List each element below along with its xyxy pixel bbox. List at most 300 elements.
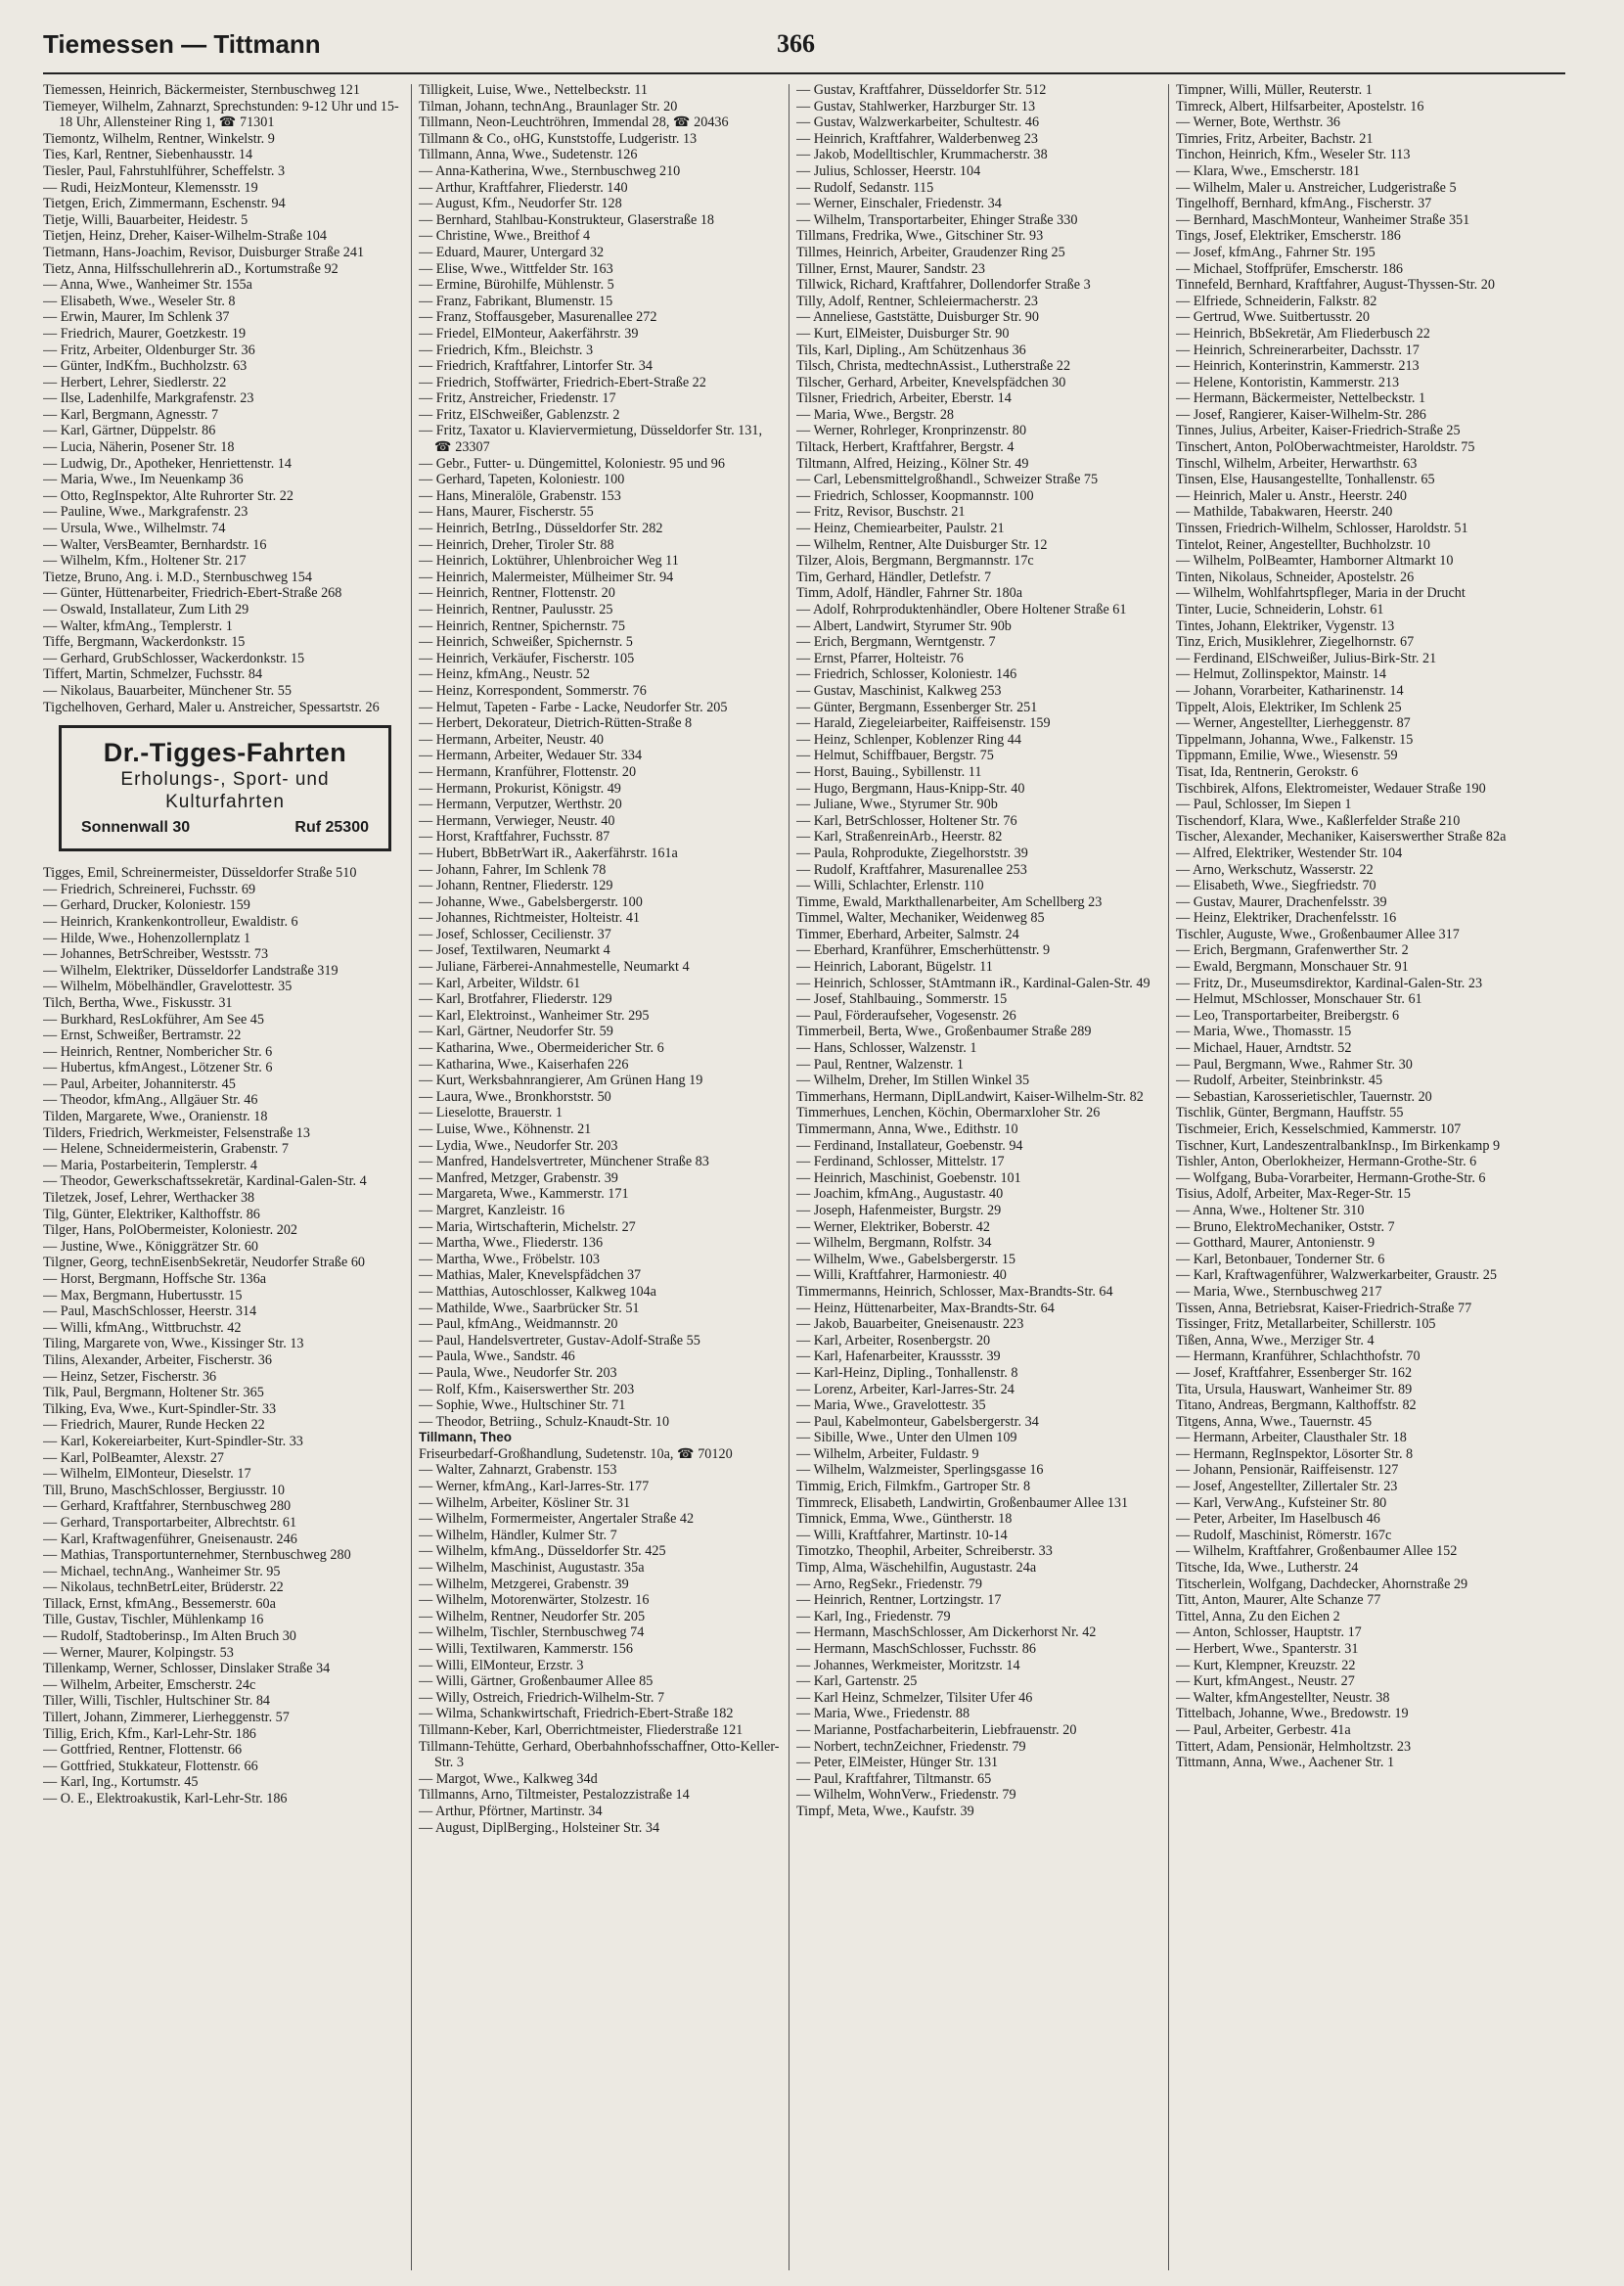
directory-entry: — Heinrich, Verkäufer, Fischerstr. 105 — [419, 650, 635, 666]
directory-entry: — Fritz, Anstreicher, Friedenstr. 17 — [419, 390, 616, 407]
directory-entry: — Karl, Kokereiarbeiter, Kurt-Spindler-Str. 33 — [43, 1433, 303, 1449]
directory-entry: — Fritz, Taxator u. Klaviervermietung, Düsseldorfer Str. 131, ☎ 23307 — [419, 423, 762, 456]
directory-entry: — Karl, Kraftwagenführer, Gneisenaustr. 246 — [43, 1531, 297, 1547]
ad-address: Sonnenwall 30 — [81, 819, 191, 837]
directory-entry: — Josef, Stahlbauing., Sommerstr. 15 — [796, 991, 1008, 1008]
directory-entry: — Klara, Wwe., Emscherstr. 181 — [1176, 162, 1361, 179]
directory-entry: — Paul, Rentner, Walzenstr. 1 — [796, 1056, 965, 1073]
directory-entry: — Helene, Schneidermeisterin, Grabenstr. 7 — [43, 1141, 289, 1158]
directory-entry: Timp, Alma, Wäschehilfin, Augustastr. 24a — [796, 1560, 1037, 1577]
page-number: 366 — [777, 29, 815, 58]
directory-entry: — Norbert, technZeichner, Friedenstr. 79 — [796, 1738, 1026, 1755]
directory-entry: Tilking, Eva, Wwe., Kurt-Spindler-Str. 33 — [43, 1400, 277, 1417]
directory-entry: Tillner, Ernst, Maurer, Sandstr. 23 — [796, 260, 986, 277]
directory-entry: — Max, Bergmann, Hubertusstr. 15 — [43, 1287, 243, 1303]
directory-entry: — Elfriede, Schneiderin, Falkstr. 82 — [1176, 293, 1377, 309]
directory-entry: — Friedrich, Schlosser, Koopmannstr. 100 — [796, 487, 1034, 504]
directory-entry: — Friedrich, Stoffwärter, Friedrich-Ebert-Straße 22 — [419, 374, 706, 390]
directory-entry: — Friedrich, Kfm., Bleichstr. 3 — [419, 342, 594, 358]
directory-entry: Tietje, Willi, Bauarbeiter, Heidestr. 5 — [43, 211, 248, 228]
directory-entry: Titscherlein, Wolfgang, Dachdecker, Ahornstraße 29 — [1176, 1576, 1468, 1592]
directory-entry: — Margareta, Wwe., Kammerstr. 171 — [419, 1186, 629, 1203]
directory-entry: Tilly, Adolf, Rentner, Schleiermacherstr. 23 — [796, 293, 1039, 309]
directory-entry: — Maria, Wwe., Im Neuenkamp 36 — [43, 472, 244, 488]
directory-entry: Tiletzek, Josef, Lehrer, Werthacker 38 — [43, 1190, 255, 1207]
directory-entry: Tishler, Anton, Oberlokheizer, Hermann-Grothe-Str. 6 — [1176, 1154, 1477, 1170]
directory-entry: — Heinrich, Rentner, Lortzingstr. 17 — [796, 1592, 1002, 1609]
directory-entry: — Karl, BetrSchlosser, Holtener Str. 76 — [796, 812, 1017, 829]
directory-entry: — Elisabeth, Wwe., Siegfriedstr. 70 — [1176, 878, 1376, 894]
directory-entry: — Gottfried, Rentner, Flottenstr. 66 — [43, 1742, 243, 1759]
directory-entry: — Hermann, Kranführer, Schlachthofstr. 70 — [1176, 1349, 1421, 1365]
directory-entry: — Werner, Maurer, Kolpingstr. 53 — [43, 1644, 234, 1661]
directory-entry: — Wilhelm, Kfm., Holtener Str. 217 — [43, 553, 247, 570]
directory-entry: — Peter, Arbeiter, Im Haselbusch 46 — [1176, 1511, 1380, 1528]
directory-entry: — Heinz, Chemiearbeiter, Paulstr. 21 — [796, 521, 1005, 537]
directory-entry: Tinnes, Julius, Arbeiter, Kaiser-Friedrich-Straße 25 — [1176, 423, 1461, 439]
directory-entry: — Heinrich, Maschinist, Goebenstr. 101 — [796, 1169, 1021, 1186]
directory-entry: Tillmans, Fredrika, Wwe., Gitschiner Str. 93 — [796, 228, 1044, 245]
directory-entry: — Gottfried, Stukkateur, Flottenstr. 66 — [43, 1758, 258, 1774]
directory-entry: — Theodor, kfmAng., Allgäuer Str. 46 — [43, 1092, 258, 1109]
directory-entry: — Julius, Schlosser, Heerstr. 104 — [796, 162, 981, 179]
directory-entry: — Karl, Gartenstr. 25 — [796, 1673, 918, 1690]
directory-entry: — Hermann, Arbeiter, Wedauer Str. 334 — [419, 748, 643, 764]
directory-entry: Titt, Anton, Maurer, Alte Schanze 77 — [1176, 1592, 1381, 1609]
directory-entry: — Heinz, Setzer, Fischerstr. 36 — [43, 1368, 217, 1385]
directory-entry: — Arno, Werkschutz, Wasserstr. 22 — [1176, 861, 1374, 878]
directory-entry: — Heinz, Elektriker, Drachenfelsstr. 16 — [1176, 910, 1397, 927]
directory-entry: — Rudolf, Arbeiter, Steinbrinkstr. 45 — [1176, 1073, 1383, 1089]
directory-entry: — Wilhelm, Arbeiter, Emscherstr. 24c — [43, 1676, 256, 1693]
directory-entry: — Willi, Schlachter, Erlenstr. 110 — [796, 878, 984, 894]
directory-entry: — Willy, Ostreich, Friedrich-Wilhelm-Str. 7 — [419, 1689, 665, 1706]
column-4 — [1176, 82, 1567, 2270]
directory-entry: — Karl, Brotfahrer, Fliederstr. 129 — [419, 991, 612, 1008]
directory-entry: — O. E., Elektroakustik, Karl-Lehr-Str. 186 — [43, 1791, 288, 1806]
directory-entry: — Paul, Schlosser, Im Siepen 1 — [1176, 797, 1352, 813]
directory-entry: Tisius, Adolf, Arbeiter, Max-Reger-Str. 15 — [1176, 1186, 1411, 1203]
directory-entry: — Walter, VersBeamter, Bernhardstr. 16 — [43, 536, 267, 553]
directory-entry: — Wilhelm, Metzgerei, Grabenstr. 39 — [419, 1576, 629, 1592]
directory-entry: — Heinrich, Schreinerarbeiter, Dachsstr. 17 — [1176, 342, 1420, 358]
directory-entry: — Heinrich, Rentner, Spichernstr. 75 — [419, 617, 626, 634]
directory-entry: — Nikolaus, technBetrLeiter, Brüderstr. 22 — [43, 1579, 284, 1596]
directory-entry: — Ferdinand, Installateur, Goebenstr. 94 — [796, 1137, 1023, 1154]
directory-entry: — Josef, Textilwaren, Neumarkt 4 — [419, 942, 610, 959]
directory-entry: Titgens, Anna, Wwe., Tauernstr. 45 — [1176, 1413, 1373, 1430]
directory-entry: — Hans, Mineralöle, Grabenstr. 153 — [419, 487, 621, 504]
directory-entry: Tilden, Margarete, Wwe., Oranienstr. 18 — [43, 1109, 268, 1125]
directory-entry: Tietze, Bruno, Ang. i. M.D., Sternbuschweg 154 — [43, 569, 312, 585]
directory-entry: — Josef, kfmAng., Fahrner Str. 195 — [1176, 244, 1376, 260]
directory-entry: Ties, Karl, Rentner, Siebenhausstr. 14 — [43, 147, 253, 163]
directory-entry: — Wolfgang, Buba-Vorarbeiter, Hermann-Grothe-Str. 6 — [1176, 1169, 1486, 1186]
directory-entry: — Wilhelm, Wwe., Gabelsbergerstr. 15 — [796, 1251, 1016, 1267]
directory-entry: — Heinrich, Rentner, Paulusstr. 25 — [419, 602, 613, 617]
directory-entry: — Friedrich, Maurer, Goetzkestr. 19 — [43, 325, 247, 342]
directory-entry: — Franz, Fabrikant, Blumenstr. 15 — [419, 293, 613, 309]
directory-entry: — Helmut, Zollinspektor, Mainstr. 14 — [1176, 666, 1386, 683]
directory-entry: Timmermanns, Heinrich, Schlosser, Max-Brandts-Str. 64 — [796, 1283, 1113, 1300]
directory-entry: — Hermann, Verputzer, Werthstr. 20 — [419, 797, 622, 813]
directory-entry: Timpner, Willi, Müller, Reuterstr. 1 — [1176, 82, 1373, 98]
directory-entry: — Wilhelm, Bergmann, Rolfstr. 34 — [796, 1235, 992, 1252]
directory-entry: — Willi, ElMonteur, Erzstr. 3 — [419, 1657, 584, 1673]
directory-entry: — Karl, PolBeamter, Alexstr. 27 — [43, 1449, 225, 1466]
directory-entry: — Hubertus, kfmAngest., Lötzener Str. 6 — [43, 1060, 273, 1076]
directory-entry: — Peter, ElMeister, Hünger Str. 131 — [796, 1755, 999, 1771]
directory-entry: — Heinrich, BetrIng., Düsseldorfer Str. 282 — [419, 521, 663, 537]
directory-entry: Tilch, Bertha, Wwe., Fiskusstr. 31 — [43, 994, 233, 1011]
directory-entry: — Herbert, Wwe., Spanterstr. 31 — [1176, 1641, 1359, 1657]
directory-entry: Tillmann & Co., oHG, Kunststoffe, Ludgeristr. 13 — [419, 130, 698, 147]
directory-entry: — Karl, Arbeiter, Rosenbergstr. 20 — [796, 1332, 991, 1349]
directory-entry: Timmel, Walter, Mechaniker, Weidenweg 85 — [796, 910, 1045, 927]
directory-entry: Till, Bruno, MaschSchlosser, Bergiusstr. 10 — [43, 1482, 285, 1498]
directory-entry: — Jakob, Modelltischler, Krummacherstr. 38 — [796, 147, 1048, 163]
directory-entry: — Friedrich, Schreinerei, Fuchsstr. 69 — [43, 881, 256, 897]
directory-entry: — Arno, RegSekr., Friedenstr. 79 — [796, 1576, 982, 1592]
directory-entry: — Joachim, kfmAng., Augustastr. 40 — [796, 1186, 1004, 1203]
directory-entry: Tischlik, Günter, Bergmann, Hauffstr. 55 — [1176, 1105, 1404, 1121]
directory-entry: — Theodor, Gewerkschaftssekretär, Kardinal-Galen-Str. 4 — [43, 1173, 367, 1190]
directory-entry: — Ilse, Ladenhilfe, Markgrafenstr. 23 — [43, 390, 254, 407]
directory-entry: — Anna-Katherina, Wwe., Sternbuschweg 210 — [419, 162, 681, 179]
directory-entry: — Gerhard, Tapeten, Koloniestr. 100 — [419, 472, 625, 488]
directory-entry: — Maria, Wirtschafterin, Michelstr. 27 — [419, 1218, 636, 1235]
directory-entry: — Werner, Elektriker, Boberstr. 42 — [796, 1218, 990, 1235]
directory-entry: — Rolf, Kfm., Kaiserswerther Str. 203 — [419, 1381, 635, 1397]
directory-entry: Timotzko, Theophil, Arbeiter, Schreiberstr. 33 — [796, 1543, 1053, 1560]
directory-entry: — Wilma, Schankwirtschaft, Friedrich-Ebert-Straße 182 — [419, 1706, 734, 1722]
ad-line-1: Erholungs-, Sport- und — [120, 769, 330, 791]
directory-entry: — Wilhelm, Wohlfahrtspfleger, Maria in der Drucht — [1176, 585, 1466, 602]
directory-entry: — Heinz, Hüttenarbeiter, Max-Brandts-Str. 64 — [796, 1300, 1055, 1316]
directory-entry: — Werner, Angestellter, Lierheggenstr. 87 — [1176, 715, 1411, 732]
directory-entry: — Willi, Kraftfahrer, Harmoniestr. 40 — [796, 1267, 1007, 1284]
directory-entry: Tiltmann, Alfred, Heizing., Kölner Str. 49 — [796, 455, 1029, 472]
directory-entry: Tiemessen, Heinrich, Bäckermeister, Sternbuschweg 121 — [43, 82, 360, 98]
directory-entry: — Paul, Kabelmonteur, Gabelsbergerstr. 34 — [796, 1413, 1039, 1430]
directory-entry: — Bernhard, MaschMonteur, Wanheimer Straße 351 — [1176, 211, 1470, 228]
directory-entry: — Wilhelm, ElMonteur, Dieselstr. 17 — [43, 1466, 251, 1483]
directory-entry: Tischendorf, Klara, Wwe., Kaßlerfelder Straße 210 — [1176, 812, 1461, 829]
directory-entry: — Gustav, Maurer, Drachenfelsstr. 39 — [1176, 893, 1387, 910]
directory-entry: — Ernst, Pfarrer, Holteistr. 76 — [796, 650, 964, 666]
directory-entry: — Wilhelm, Tischler, Sternbuschweg 74 — [419, 1624, 645, 1641]
directory-entry: — Hermann, Arbeiter, Clausthaler Str. 18 — [1176, 1430, 1407, 1446]
directory-entry: — Paul, MaschSchlosser, Heerstr. 314 — [43, 1303, 257, 1320]
directory-entry: Tilsner, Friedrich, Arbeiter, Eberstr. 14 — [796, 390, 1012, 407]
directory-entry: — Carl, Lebensmittelgroßhandl., Schweizer Straße 75 — [796, 472, 1099, 488]
directory-entry: Tillmes, Heinrich, Arbeiter, Graudenzer Ring 25 — [796, 244, 1065, 260]
directory-entry: Tilzer, Alois, Bergmann, Bergmannstr. 17c — [796, 553, 1034, 570]
column-divider — [411, 84, 412, 2270]
directory-entry: — Justine, Wwe., Königgrätzer Str. 60 — [43, 1238, 259, 1255]
directory-entry: Tiller, Willi, Tischler, Hultschiner Str. 84 — [43, 1693, 271, 1710]
ad-footer — [68, 813, 383, 837]
directory-entry: Tings, Josef, Elektriker, Emscherstr. 186 — [1176, 228, 1401, 245]
directory-entry: — Wilhelm, Formermeister, Angertaler Straße 42 — [419, 1511, 695, 1528]
directory-entry: Tinter, Lucie, Schneiderin, Lohstr. 61 — [1176, 602, 1384, 617]
directory-entry: — Wilhelm, Dreher, Im Stillen Winkel 35 — [796, 1073, 1030, 1089]
directory-entry: Tinsen, Else, Hausangestellte, Tonhallenstr. 65 — [1176, 472, 1435, 488]
directory-entry: — Michael, technAng., Wanheimer Str. 95 — [43, 1563, 281, 1579]
directory-entry: Tim, Gerhard, Händler, Detlefstr. 7 — [796, 569, 992, 585]
directory-entry: Tietjen, Heinz, Dreher, Kaiser-Wilhelm-Straße 104 — [43, 228, 327, 245]
directory-entry: Tischbirek, Alfons, Elektromeister, Wedauer Straße 190 — [1176, 780, 1486, 797]
directory-entry: Tittmann, Anna, Wwe., Aachener Str. 1 — [1176, 1755, 1395, 1771]
directory-entry: — Rudolf, Kraftfahrer, Masurenallee 253 — [796, 861, 1027, 878]
directory-entry: Tiling, Margarete von, Wwe., Kissinger Str. 13 — [43, 1336, 304, 1352]
column-3 — [796, 82, 1162, 2270]
directory-entry: — Johann, Fahrer, Im Schlenk 78 — [419, 861, 607, 878]
directory-entry: — Ferdinand, ElSchweißer, Julius-Birk-Str. 21 — [1176, 650, 1437, 666]
directory-entry: Tiffert, Martin, Schmelzer, Fuchsstr. 84 — [43, 666, 263, 683]
directory-entry: — Fritz, Revisor, Buschstr. 21 — [796, 504, 966, 521]
directory-entry: — Walter, kfmAng., Templerstr. 1 — [43, 617, 233, 634]
directory-entry: — Rudolf, Maschinist, Römerstr. 167c — [1176, 1527, 1392, 1543]
directory-entry: — Alfred, Elektriker, Westender Str. 104 — [1176, 845, 1403, 861]
directory-entry: Tilger, Hans, PolObermeister, Koloniestr. 202 — [43, 1222, 298, 1239]
directory-entry: Tilins, Alexander, Arbeiter, Fischerstr. 36 — [43, 1351, 272, 1368]
directory-entry: — Bernhard, Stahlbau-Konstrukteur, Glaserstraße 18 — [419, 211, 715, 228]
directory-entry: — Karl, Ing., Friedenstr. 79 — [796, 1608, 951, 1624]
directory-entry: — Friedrich, Schlosser, Koloniestr. 146 — [796, 666, 1017, 683]
directory-entry: — Walter, kfmAngestellter, Neustr. 38 — [1176, 1689, 1390, 1706]
directory-entry: — Helmut, MSchlosser, Monschauer Str. 61 — [1176, 991, 1422, 1008]
directory-entry: — Juliane, Wwe., Styrumer Str. 90b — [796, 797, 998, 813]
directory-entry: Tilligkeit, Luise, Wwe., Nettelbeckstr. 11 — [419, 82, 648, 98]
directory-entry: — Karl, Ing., Kortumstr. 45 — [43, 1774, 199, 1791]
directory-entry: — Hermann, RegInspektor, Lösorter Str. 8 — [1176, 1445, 1414, 1462]
directory-entry: — Margret, Kanzleistr. 16 — [419, 1202, 565, 1218]
directory-entry: — Hermann, Kranführer, Flottenstr. 20 — [419, 763, 637, 780]
directory-entry: Tigges, Emil, Schreinermeister, Düsseldorfer Straße 510 — [43, 865, 357, 882]
directory-entry: — Maria, Postarbeiterin, Templerstr. 4 — [43, 1157, 257, 1173]
directory-entry: — Wilhelm, Rentner, Neudorfer Str. 205 — [419, 1608, 646, 1624]
directory-entry: — Juliane, Färberei-Annahmestelle, Neumarkt 4 — [419, 959, 690, 976]
directory-entry: — Heinrich, Rentner, Nombericher Str. 6 — [43, 1043, 273, 1060]
directory-entry: — Mathilde, Tabakwaren, Heerstr. 240 — [1176, 504, 1393, 521]
directory-entry: — Heinrich, Laborant, Bügelstr. 11 — [796, 959, 993, 976]
directory-entry: — Kurt, kfmAngest., Neustr. 27 — [1176, 1673, 1355, 1690]
directory-entry: — Lydia, Wwe., Neudorfer Str. 203 — [419, 1137, 618, 1154]
directory-entry: — Karl, Arbeiter, Wildstr. 61 — [419, 975, 581, 991]
directory-entry: — Pauline, Wwe., Markgrafenstr. 23 — [43, 504, 248, 521]
directory-entry: — Karl, StraßenreinArb., Heerstr. 82 — [796, 829, 1003, 846]
directory-entry: — Heinrich, Konterinstrin, Kammerstr. 213 — [1176, 358, 1420, 375]
directory-entry: Tisat, Ida, Rentnerin, Gerokstr. 6 — [1176, 763, 1359, 780]
directory-entry: — Arthur, Pförtner, Martinstr. 34 — [419, 1803, 603, 1819]
directory-entry: Tillenkamp, Werner, Schlosser, Dinslaker Straße 34 — [43, 1661, 331, 1677]
directory-entry: — Hermann, Verwieger, Neustr. 40 — [419, 812, 615, 829]
directory-entry: — Karl, Gärtner, Neudorfer Str. 59 — [419, 1024, 613, 1040]
directory-entry: — Maria, Wwe., Sternbuschweg 217 — [1176, 1283, 1382, 1300]
directory-entry: — Wilhelm, Motorenwärter, Stolzestr. 16 — [419, 1592, 650, 1609]
directory-entry: — Lieselotte, Brauerstr. 1 — [419, 1105, 563, 1121]
directory-entry: — Helmut, Tapeten - Farbe - Lacke, Neudorfer Str. 205 — [419, 699, 728, 715]
directory-entry: Tißen, Anna, Wwe., Merziger Str. 4 — [1176, 1332, 1375, 1349]
directory-entry: — Wilhelm, Walzmeister, Sperlingsgasse 16 — [796, 1462, 1044, 1479]
directory-entry: — Josef, Schlosser, Cecilienstr. 37 — [419, 926, 611, 942]
directory-entry: — Gustav, Stahlwerker, Harzburger Str. 13 — [796, 98, 1036, 114]
directory-entry: Timnick, Emma, Wwe., Güntherstr. 18 — [796, 1511, 1013, 1528]
directory-entry: — Rudi, HeizMonteur, Klemensstr. 19 — [43, 179, 258, 196]
directory-entry: Timmermann, Anna, Wwe., Edithstr. 10 — [796, 1121, 1018, 1137]
directory-entry: — Gotthard, Maurer, Antonienstr. 9 — [1176, 1235, 1376, 1252]
directory-entry: — Paul, Handelsvertreter, Gustav-Adolf-Straße 55 — [419, 1332, 700, 1349]
directory-entry: — Günter, Hüttenarbeiter, Friedrich-Ebert-Straße 268 — [43, 585, 342, 602]
directory-entry: — Horst, Bergmann, Hoffsche Str. 136a — [43, 1271, 267, 1287]
directory-entry: Tippelmann, Johanna, Wwe., Falkenstr. 15 — [1176, 731, 1414, 748]
directory-entry: — Wilhelm, Arbeiter, Fuldastr. 9 — [796, 1445, 979, 1462]
directory-entry: Tillack, Ernst, kfmAng., Bessemerstr. 60a — [43, 1595, 276, 1612]
directory-entry: Tissinger, Fritz, Metallarbeiter, Schillerstr. 105 — [1176, 1316, 1436, 1333]
directory-entry: — Kurt, Klempner, Kreuzstr. 22 — [1176, 1657, 1356, 1673]
directory-entry: — Ewald, Bergmann, Monschauer Str. 91 — [1176, 959, 1409, 976]
directory-entry: Tinchon, Heinrich, Kfm., Weseler Str. 113 — [1176, 147, 1411, 163]
directory-entry: Tilg, Günter, Elektriker, Kalthoffstr. 86 — [43, 1206, 260, 1222]
page-header — [43, 29, 1565, 72]
directory-entry: Tiffe, Bergmann, Wackerdonkstr. 15 — [43, 634, 246, 651]
directory-entry: — Arthur, Kraftfahrer, Fliederstr. 140 — [419, 179, 628, 196]
directory-entry: — Werner, Rohrleger, Kronprinzenstr. 80 — [796, 423, 1027, 439]
directory-entry: — Laura, Wwe., Bronkhorststr. 50 — [419, 1088, 611, 1105]
directory-entry: — Gerhard, Transportarbeiter, Albrechtstr. 61 — [43, 1514, 297, 1531]
directory-entry: — Paul, Arbeiter, Gerbestr. 41a — [1176, 1721, 1351, 1738]
directory-entry: — Maria, Wwe., Friedenstr. 88 — [796, 1706, 970, 1722]
directory-entry: — Johannes, BetrSchreiber, Westsstr. 73 — [43, 946, 269, 963]
directory-entry: Tintelot, Reiner, Angestellter, Buchholzstr. 10 — [1176, 536, 1430, 553]
directory-entry: — Karl, Bergmann, Agnesstr. 7 — [43, 406, 219, 423]
directory-entry: Tiltack, Herbert, Kraftfahrer, Bergstr. 4 — [796, 439, 1015, 456]
directory-entry: Tilk, Paul, Bergmann, Holtener Str. 365 — [43, 1385, 264, 1401]
directory-entry: — Ludwig, Dr., Apotheker, Henriettenstr. 14 — [43, 455, 292, 472]
directory-entry: Tinnefeld, Bernhard, Kraftfahrer, August-Thyssen-Str. 20 — [1176, 277, 1495, 294]
directory-entry: Tingelhoff, Bernhard, kfmAng., Fischerstr. 37 — [1176, 196, 1432, 212]
directory-entry: — Karl Heinz, Schmelzer, Tilsiter Ufer 46 — [796, 1689, 1033, 1706]
directory-entry: — Anton, Schlosser, Hauptstr. 17 — [1176, 1624, 1362, 1641]
directory-entry: — Mathias, Maler, Knevelspfädchen 37 — [419, 1267, 642, 1284]
directory-entry: — Marianne, Postfacharbeiterin, Liebfrauenstr. 20 — [796, 1721, 1077, 1738]
directory-entry: Tietgen, Erich, Zimmermann, Eschenstr. 94 — [43, 196, 286, 212]
directory-entry: Friseurbedarf-Großhandlung, Sudetenstr. 10a, ☎ 70120 — [419, 1445, 733, 1462]
directory-entry: — Manfred, Metzger, Grabenstr. 39 — [419, 1169, 618, 1186]
directory-entry: — Fritz, Dr., Museumsdirektor, Kardinal-Galen-Str. 23 — [1176, 975, 1483, 991]
directory-entry: Timmerhans, Hermann, DiplLandwirt, Kaiser-Wilhelm-Str. 82 — [796, 1088, 1144, 1105]
directory-entry: — Hans, Schlosser, Walzenstr. 1 — [796, 1040, 977, 1057]
directory-entry: — Gustav, Walzwerkarbeiter, Schultestr. 46 — [796, 114, 1040, 131]
directory-entry: — Erich, Bergmann, Werntgenstr. 7 — [796, 634, 996, 651]
directory-entry: — Eduard, Maurer, Untergard 32 — [419, 244, 605, 260]
directory-entry: — Paul, Kraftfahrer, Tiltmanstr. 65 — [796, 1770, 992, 1787]
directory-entry: Tietz, Anna, Hilfsschullehrerin aD., Kortumstraße 92 — [43, 260, 338, 277]
directory-entry: Tinschert, Anton, PolOberwachtmeister, Haroldstr. 75 — [1176, 439, 1475, 456]
directory-entry: — Margot, Wwe., Kalkweg 34d — [419, 1770, 598, 1787]
directory-entry: Tilsch, Christa, medtechnAssist., Lutherstraße 22 — [796, 358, 1071, 375]
directory-entry: Tittel, Anna, Zu den Eichen 2 — [1176, 1608, 1340, 1624]
directory-entry: — Eberhard, Kranführer, Emscherhüttenstr. 9 — [796, 942, 1051, 959]
directory-entry: — Gerhard, Drucker, Koloniestr. 159 — [43, 897, 250, 914]
directory-entry: — Sophie, Wwe., Hultschiner Str. 71 — [419, 1397, 626, 1414]
directory-entry: — Oswald, Installateur, Zum Lith 29 — [43, 602, 249, 617]
directory-entry: Tilman, Johann, technAng., Braunlager Str. 20 — [419, 98, 678, 114]
directory-entry: Tinschl, Wilhelm, Arbeiter, Herwarthstr. 63 — [1176, 455, 1418, 472]
directory-entry: — Josef, Kraftfahrer, Essenberger Str. 162 — [1176, 1364, 1413, 1381]
directory-entry: — Willi, Textilwaren, Kammerstr. 156 — [419, 1641, 633, 1657]
directory-entry: Tinssen, Friedrich-Wilhelm, Schlosser, Haroldstr. 51 — [1176, 521, 1468, 537]
directory-entry: — August, Kfm., Neudorfer Str. 128 — [419, 196, 622, 212]
directory-entry: — Kurt, ElMeister, Duisburger Str. 90 — [796, 325, 1010, 342]
directory-entry: Tigchelhoven, Gerhard, Maler u. Anstreicher, Spessartstr. 26 — [43, 699, 380, 715]
directory-entry: — Herbert, Dekorateur, Dietrich-Rütten-Straße 8 — [419, 715, 693, 732]
directory-entry: — August, DiplBerging., Holsteiner Str. 34 — [419, 1819, 660, 1836]
directory-entry: — Fritz, ElSchweißer, Gablenzstr. 2 — [419, 406, 620, 423]
directory-entry: Timries, Fritz, Arbeiter, Bachstr. 21 — [1176, 130, 1374, 147]
directory-entry: — Wilhelm, Kraftfahrer, Großenbaumer Allee 152 — [1176, 1543, 1458, 1560]
directory-entry: Titsche, Ida, Wwe., Lutherstr. 24 — [1176, 1560, 1359, 1577]
directory-entry: — Heinrich, Loktührer, Uhlenbroicher Weg 11 — [419, 553, 679, 570]
directory-entry: Tillmann, Theo — [419, 1430, 513, 1445]
directory-entry: — Karl, Betonbauer, Tonderner Str. 6 — [1176, 1251, 1385, 1267]
directory-entry: — Nikolaus, Bauarbeiter, Münchener Str. 55 — [43, 682, 292, 699]
directory-entry: Tietmann, Hans-Joachim, Revisor, Duisburger Straße 241 — [43, 244, 365, 260]
directory-entry: — Gustav, Maschinist, Kalkweg 253 — [796, 682, 1002, 699]
directory-entry: — Heinz, Korrespondent, Sommerstr. 76 — [419, 682, 647, 699]
directory-entry: — Otto, RegInspektor, Alte Ruhrorter Str. 22 — [43, 487, 293, 504]
directory-entry: — Werner, Bote, Werthstr. 36 — [1176, 114, 1341, 131]
directory-entry: — Heinrich, Dreher, Tiroler Str. 88 — [419, 536, 614, 553]
directory-entry: — Josef, Rangierer, Kaiser-Wilhelm-Str. 286 — [1176, 406, 1426, 423]
directory-entry: Tittert, Adam, Pensionär, Helmholtzstr. 23 — [1176, 1738, 1412, 1755]
ad-line-2: Kulturfahrten — [165, 792, 285, 813]
directory-entry: — Burkhard, ResLokführer, Am See 45 — [43, 1011, 264, 1028]
directory-entry: — Hermann, Arbeiter, Neustr. 40 — [419, 731, 604, 748]
directory-entry: Titano, Andreas, Bergmann, Kalthoffstr. 82 — [1176, 1397, 1417, 1414]
directory-entry: Tiemeyer, Wilhelm, Zahnarzt, Sprechstunden: 9-12 Uhr und 15-18 Uhr, Allensteiner Ring 1, ☎ 71301 — [43, 98, 399, 131]
directory-entry: — Paula, Wwe., Neudorfer Str. 203 — [419, 1364, 617, 1381]
directory-entry: Tischmeier, Erich, Kesselschmied, Kammerstr. 107 — [1176, 1121, 1462, 1137]
directory-entry: — Friedrich, Maurer, Runde Hecken 22 — [43, 1417, 265, 1434]
directory-entry: — Heinrich, Schweißer, Spichernstr. 5 — [419, 634, 633, 651]
directory-entry: — Wilhelm, WohnVerw., Friedenstr. 79 — [796, 1787, 1016, 1804]
directory-entry: — Ernst, Schweißer, Bertramstr. 22 — [43, 1028, 242, 1044]
directory-entry: — Maria, Wwe., Gravelottestr. 35 — [796, 1397, 986, 1414]
directory-entry: Tils, Karl, Dipling., Am Schützenhaus 36 — [796, 342, 1026, 358]
directory-entry: — Johann, Vorarbeiter, Katharinenstr. 14 — [1176, 682, 1404, 699]
directory-entry: — Wilhelm, PolBeamter, Hamborner Altmarkt 10 — [1176, 553, 1454, 570]
directory-entry: — Karl, Elektroinst., Wanheimer Str. 295 — [419, 1007, 650, 1024]
directory-entry: — Willi, kfmAng., Wittbruchstr. 42 — [43, 1319, 242, 1336]
directory-entry: — Heinrich, BbSekretär, Am Fliederbusch 22 — [1176, 325, 1430, 342]
directory-entry: — Hubert, BbBetrWart iR., Aakerfährstr. 161a — [419, 845, 678, 861]
directory-entry: — Anna, Wwe., Wanheimer Str. 155a — [43, 277, 252, 294]
directory-entry: — Adolf, Rohrproduktenhändler, Obere Holtener Straße 61 — [796, 602, 1127, 617]
directory-entry: — Maria, Wwe., Bergstr. 28 — [796, 406, 955, 423]
directory-entry: — Heinrich, Schlosser, StAmtmann iR., Kardinal-Galen-Str. 49 — [796, 975, 1150, 991]
directory-entry: — Wilhelm, Rentner, Alte Duisburger Str. 12 — [796, 536, 1048, 553]
directory-entry: — Paul, kfmAng., Weidmannstr. 20 — [419, 1316, 618, 1333]
directory-entry: — Helene, Kontoristin, Kammerstr. 213 — [1176, 374, 1400, 390]
directory-entry: — Jakob, Bauarbeiter, Gneisenaustr. 223 — [796, 1316, 1024, 1333]
header-range: Tiemessen — Tittmann — [43, 29, 321, 59]
directory-entry: — Lucia, Näherin, Posener Str. 18 — [43, 439, 235, 456]
directory-entry: Tita, Ursula, Hauswart, Wanheimer Str. 89 — [1176, 1381, 1413, 1397]
column-divider — [1168, 84, 1169, 2270]
directory-entry: Tillwick, Richard, Kraftfahrer, Dollendorfer Straße 3 — [796, 277, 1091, 294]
